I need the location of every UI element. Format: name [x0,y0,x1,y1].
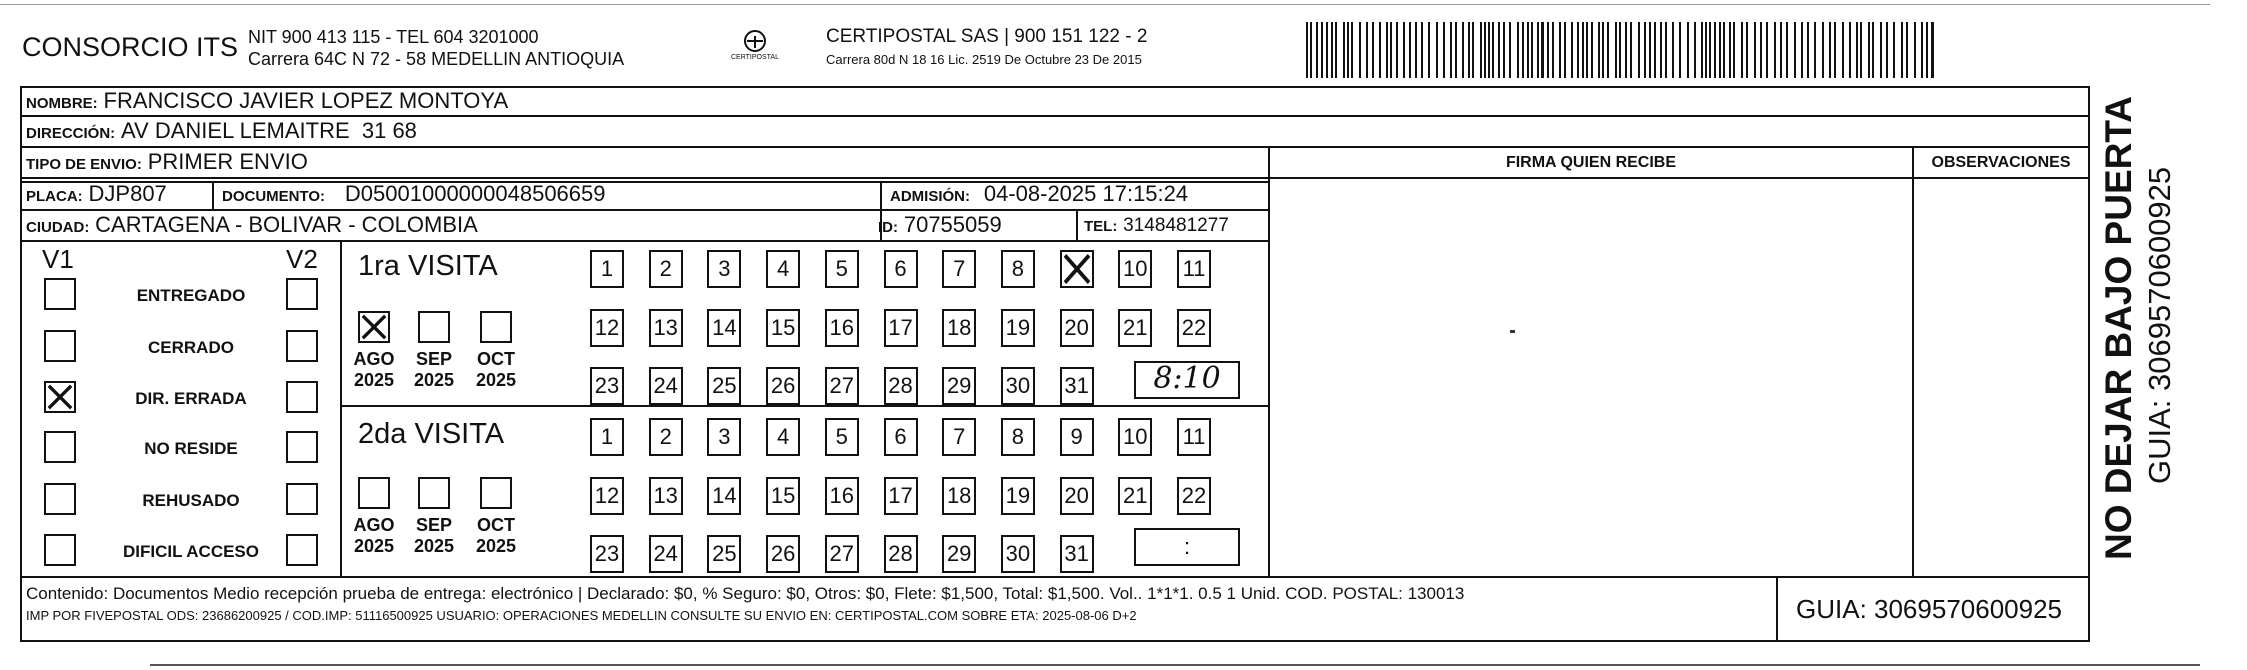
status-label: DIR. ERRADA [135,389,247,408]
footer-content: Contenido: Documentos Medio recepción prueba de entrega: electrónico | Declarado: $0, % Seguro: $0, Otros: $0, Flete: $1,500, Total: $1,500. Vol.. 1*1*1. 0.5 1 Unid. COD. POSTAL: 130013 [26,584,1465,603]
ship-type-label: TIPO DE ENVIO: [26,156,142,173]
rule [1076,209,1078,240]
barcode-bar [1822,22,1824,78]
day-box[interactable]: 28 [884,367,918,405]
day-box[interactable]: 11 [1177,250,1211,288]
day-box[interactable]: 4 [766,418,800,456]
barcode-bar [1679,22,1681,78]
day-box[interactable]: 10 [1118,418,1152,456]
tel-label: TEL: [1084,218,1118,235]
barcode-bar [1366,22,1368,78]
day-box[interactable]: 20 [1060,477,1094,515]
month-year: 2025 [353,536,395,556]
day-box[interactable]: 19 [1001,477,1035,515]
day-box[interactable]: 12 [590,309,624,347]
rule [1912,146,1914,576]
footer-guia: GUIA: 3069570600925 [1796,594,2062,624]
barcode-bar [1619,22,1621,78]
barcode-bar [1591,22,1593,78]
barcode-bar [1794,22,1796,78]
month-checkbox[interactable] [480,311,512,343]
barcode-bar [1472,22,1474,78]
name-label: NOMBRE: [26,95,98,112]
month-year: 2025 [413,536,455,556]
day-box[interactable]: 24 [649,367,683,405]
plate: DJP807 [88,181,167,206]
month-checkbox[interactable] [418,311,450,343]
rule [212,181,214,209]
barcode-bar [1321,22,1323,78]
admission-row [890,181,1188,210]
v2-header: V2 [286,244,318,274]
v1-checkbox[interactable] [44,431,76,463]
v2-checkbox[interactable] [286,534,318,566]
day-box[interactable]: 30 [1001,535,1035,573]
rule [2088,146,2090,176]
day-box[interactable]: 13 [649,477,683,515]
v2-checkbox[interactable] [286,431,318,463]
rule [340,405,1270,407]
barcode-bar [1723,22,1725,78]
signature-dot [1510,330,1515,333]
top-rule [0,4,2210,5]
v2-checkbox[interactable] [286,278,318,310]
barcode-bar [1780,22,1782,78]
day-box[interactable]: 17 [884,309,918,347]
barcode-bar [1559,22,1561,78]
address-label: DIRECCIÓN: [26,125,116,142]
barcode-bar [1335,22,1337,78]
day-box[interactable]: 5 [825,418,859,456]
barcode-bar [1455,22,1457,78]
v1-header: V1 [42,244,74,274]
month-label [404,349,464,391]
day-box[interactable]: 21 [1118,477,1152,515]
doc-row [222,181,606,210]
day-box[interactable]: 2 [649,418,683,456]
tel-row [1084,212,1229,240]
barcode-bar [1492,22,1494,78]
month-checkbox[interactable] [358,311,390,343]
visit1-time[interactable] [1134,361,1240,399]
barcode [1306,22,1936,78]
doc-number: D05001000000048506659 [344,181,606,206]
month-name: AGO [353,349,395,369]
barcode-bar [1714,22,1716,78]
day-box[interactable]: 28 [884,535,918,573]
barcode-bar [1893,22,1895,78]
recipient-name: FRANCISCO JAVIER LOPEZ MONTOYA [103,88,509,113]
barcode-bar [1807,22,1809,78]
barcode-bar [1390,22,1392,78]
day-box[interactable]: 26 [766,367,800,405]
barcode-bar [1921,22,1923,78]
barcode-bar [1786,22,1788,78]
barcode-bar [1638,22,1640,78]
day-box[interactable]: 31 [1060,535,1094,573]
month-checkbox[interactable] [358,477,390,509]
day-box[interactable]: 6 [884,418,918,456]
barcode-bar [1403,22,1405,78]
barcode-bar [1774,22,1776,78]
barcode-bar [1326,22,1328,78]
certipostal-logo [725,28,785,68]
day-box[interactable]: 6 [884,250,918,288]
day-box[interactable]: 18 [942,309,976,347]
barcode-bar [1331,22,1333,78]
day-box[interactable]: 10 [1118,250,1152,288]
day-box[interactable]: 24 [649,535,683,573]
barcode-bar [1926,22,1928,78]
status-label: ENTREGADO [136,286,246,305]
month-name: OCT [477,515,515,535]
visit1-time-value: 8:10 [1153,361,1221,396]
barcode-bar [1409,22,1411,78]
day-box[interactable]: 20 [1060,309,1094,347]
barcode-bar [1379,22,1381,78]
month-label [344,349,404,391]
barcode-bar [1462,22,1464,78]
admission: 04-08-2025 17:15:24 [983,181,1189,206]
day-box[interactable]: 23 [590,367,624,405]
barcode-bar [1872,22,1874,78]
barcode-bar [1672,22,1674,78]
month-year: 2025 [353,370,395,390]
barcode-bar [1372,22,1374,78]
barcode-bar [1537,22,1539,78]
v1-checkbox[interactable] [44,330,76,362]
obs-header: OBSERVACIONES [1931,154,2071,171]
barcode-bar [1814,22,1816,78]
barcode-bar [1450,22,1452,78]
barcode-bar [1687,22,1689,78]
barcode-bar [1531,22,1533,78]
barcode-bar [1602,22,1604,78]
barcode-bar [1615,22,1617,78]
rule [20,576,2090,578]
barcode-bar [1705,22,1707,78]
bottom-rule [150,664,2200,666]
v2-checkbox[interactable] [286,381,318,413]
barcode-bar [1886,22,1888,78]
barcode-bar [1564,22,1566,78]
day-box[interactable]: 25 [707,535,741,573]
day-box[interactable]: 31 [1060,367,1094,405]
barcode-bar [1443,22,1445,78]
day-box[interactable]: 21 [1118,309,1152,347]
day-box[interactable]: 14 [707,477,741,515]
barcode-bar [1842,22,1844,78]
day-box[interactable]: 27 [825,367,859,405]
day-box[interactable]: 5 [825,250,859,288]
logo-text: CERTIPOSTAL [731,54,779,61]
tel: 3148481277 [1123,215,1229,236]
day-box[interactable]: 7 [942,250,976,288]
month-year: 2025 [475,536,517,556]
barcode-bar [1868,22,1870,78]
barcode-bar [1577,22,1579,78]
month-name: SEP [415,515,453,535]
barcode-bar [1856,22,1858,78]
ship-type: PRIMER ENVIO [147,149,308,174]
month-checkbox[interactable] [418,477,450,509]
address-row [26,118,417,147]
barcode-bar [1503,22,1505,78]
day-box[interactable]: 7 [942,418,976,456]
barcode-bar [1931,22,1934,78]
id-row [878,212,1002,241]
day-box[interactable]: 8 [1001,250,1035,288]
v1-checkbox[interactable] [44,381,76,413]
month-label [466,515,526,557]
day-box[interactable]: 22 [1177,477,1211,515]
barcode-bar [1607,22,1609,78]
barcode-bar [1906,22,1908,78]
day-box[interactable]: 16 [825,477,859,515]
day-box[interactable]: 9 [1060,418,1094,456]
day-box[interactable]: 23 [590,535,624,573]
day-box[interactable]: 22 [1177,309,1211,347]
barcode-bar [1741,22,1743,78]
v1-checkbox[interactable] [44,534,76,566]
doc-label: DOCUMENTO: [222,188,326,205]
day-box[interactable]: 27 [825,535,859,573]
barcode-bar [1694,22,1696,78]
day-box[interactable]: 17 [884,477,918,515]
barcode-bar [1766,22,1768,78]
barcode-bar [1660,22,1662,78]
day-box[interactable]: 29 [942,535,976,573]
barcode-bar [1509,22,1511,78]
barcode-bar [1654,22,1656,78]
day-box[interactable]: 15 [766,309,800,347]
barcode-bar [1880,22,1882,78]
barcode-bar [1829,22,1831,78]
day-box[interactable]: 19 [1001,309,1035,347]
day-box[interactable]: 1 [590,418,624,456]
id-label: ID: [878,219,898,236]
month-year: 2025 [413,370,455,390]
barcode-bar [1719,22,1721,78]
barcode-bar [1541,22,1544,78]
company-name: CONSORCIO ITS [22,32,239,62]
barcode-bar [1644,22,1646,78]
month-name: OCT [477,349,515,369]
barcode-bar [1547,22,1549,78]
barcode-bar [1801,22,1803,78]
day-box[interactable]: 25 [707,367,741,405]
barcode-bar [1901,22,1903,78]
status-label: REHUSADO [142,491,240,510]
side-notice: NO DEJAR BAJO PUERTA [2098,96,2139,560]
barcode-bar [1760,22,1762,78]
day-box[interactable]: 3 [707,250,741,288]
day-box[interactable]: 18 [942,477,976,515]
day-box[interactable]: 29 [942,367,976,405]
barcode-bar [1625,22,1627,78]
barcode-bar [1396,22,1398,78]
status-label: DIFICIL ACCESO [122,542,259,561]
barcode-bar [1428,22,1430,78]
barcode-bar [1498,22,1500,78]
day-box[interactable]: 1 [590,250,624,288]
barcode-bar [1468,22,1470,78]
barcode-bar [1598,22,1600,78]
v2-checkbox[interactable] [286,483,318,515]
sign-header: FIRMA QUIEN RECIBE [1505,154,1677,171]
city-label: CIUDAD: [26,219,90,236]
status-label: NO RESIDE [144,439,238,458]
barcode-bar [1517,22,1519,78]
company-info [248,26,624,70]
v1-checkbox[interactable] [44,483,76,515]
barcode-bar [1351,22,1353,78]
day-box[interactable]: 16 [825,309,859,347]
city: CARTAGENA - BOLIVAR - COLOMBIA [95,212,478,237]
month-name: SEP [415,349,453,369]
day-box[interactable]: 4 [766,250,800,288]
barcode-bar [1488,22,1490,78]
barcode-bar [1527,22,1529,78]
month-checkbox[interactable] [480,477,512,509]
visit2-title: 2da VISITA [358,418,505,450]
barcode-bar [1849,22,1851,78]
v2-checkbox[interactable] [286,330,318,362]
day-box[interactable]: 26 [766,535,800,573]
day-box[interactable]: 15 [766,477,800,515]
barcode-bar [1586,22,1588,78]
carrier-info [826,26,1147,67]
id-number: 70755059 [903,212,1002,237]
nit-line: NIT 900 413 115 - TEL 604 3201000 [248,27,539,47]
barcode-bar [1860,22,1862,78]
barcode-bar [1316,22,1318,78]
v1-checkbox[interactable] [44,278,76,310]
month-label [466,349,526,391]
barcode-bar [1709,22,1711,78]
carrier-address: Carrera 80d N 18 16 Lic. 2519 De Octubre 23 De 2015 [826,52,1142,67]
barcode-bar [1571,22,1573,78]
barcode-bar [1436,22,1438,78]
barcode-bar [1480,22,1482,78]
barcode-bar [1665,22,1667,78]
day-box[interactable]: 2 [649,250,683,288]
barcode-bar [1415,22,1417,78]
rule [20,177,2090,179]
barcode-bar [1701,22,1703,78]
barcode-bar [1359,22,1361,78]
visit2-time-value: : [1183,534,1191,559]
day-box[interactable] [1060,250,1094,288]
footer-print-info: IMP POR FIVEPOSTAL ODS: 23686200925 / COD.IMP: 51116500925 USUARIO: OPERACIONES MEDELLIN CONSULTE SU ENVIO EN: CERTIPOSTAL.COM SOBRE ETA: 2025-08-06 D+2 [26,608,1137,623]
day-box[interactable]: 14 [707,309,741,347]
barcode-bar [1754,22,1756,78]
barcode-bar [1914,22,1916,78]
day-box[interactable]: 11 [1177,418,1211,456]
barcode-bar [1347,22,1349,78]
barcode-bar [1484,22,1486,78]
visit2-time[interactable] [1134,528,1240,566]
rule [1268,146,1270,576]
day-box[interactable]: 3 [707,418,741,456]
visit1-title: 1ra VISITA [358,250,498,282]
day-box[interactable]: 8 [1001,418,1035,456]
barcode-bar [1386,22,1388,78]
barcode-bar [1343,22,1345,78]
day-box[interactable]: 12 [590,477,624,515]
recipient-address: AV DANIEL LEMAITRE 31 68 [121,118,417,143]
address-line: Carrera 64C N 72 - 58 MEDELLIN ANTIOQUIA [248,49,625,69]
admission-label: ADMISIÓN: [890,188,970,205]
barcode-bar [1421,22,1423,78]
rule [340,240,342,576]
month-label [404,515,464,557]
plate-row [26,181,167,210]
month-label [344,515,404,557]
rule [1776,576,1778,642]
day-box[interactable]: 13 [649,309,683,347]
barcode-bar [1306,22,1308,78]
status-label: CERRADO [148,338,234,357]
barcode-bar [1746,22,1748,78]
month-name: AGO [353,515,395,535]
side-guia: GUIA: 3069570600925 [2142,166,2177,484]
barcode-bar [1522,22,1524,78]
barcode-bar [1729,22,1731,78]
month-year: 2025 [475,370,517,390]
barcode-bar [1733,22,1735,78]
logo-icon [725,28,785,68]
carrier-line: CERTIPOSTAL SAS | 900 151 122 - 2 [826,26,1148,47]
barcode-bar [1582,22,1584,78]
plate-label: PLACA: [26,188,83,205]
name-row [26,88,508,117]
barcode-bar [1834,22,1836,78]
day-box[interactable]: 30 [1001,367,1035,405]
barcode-bar [1649,22,1651,78]
ship-type-row [26,149,308,178]
barcode-bar [1630,22,1632,78]
barcode-bar [1552,22,1554,78]
city-row [26,212,478,241]
barcode-bar [1310,22,1312,78]
